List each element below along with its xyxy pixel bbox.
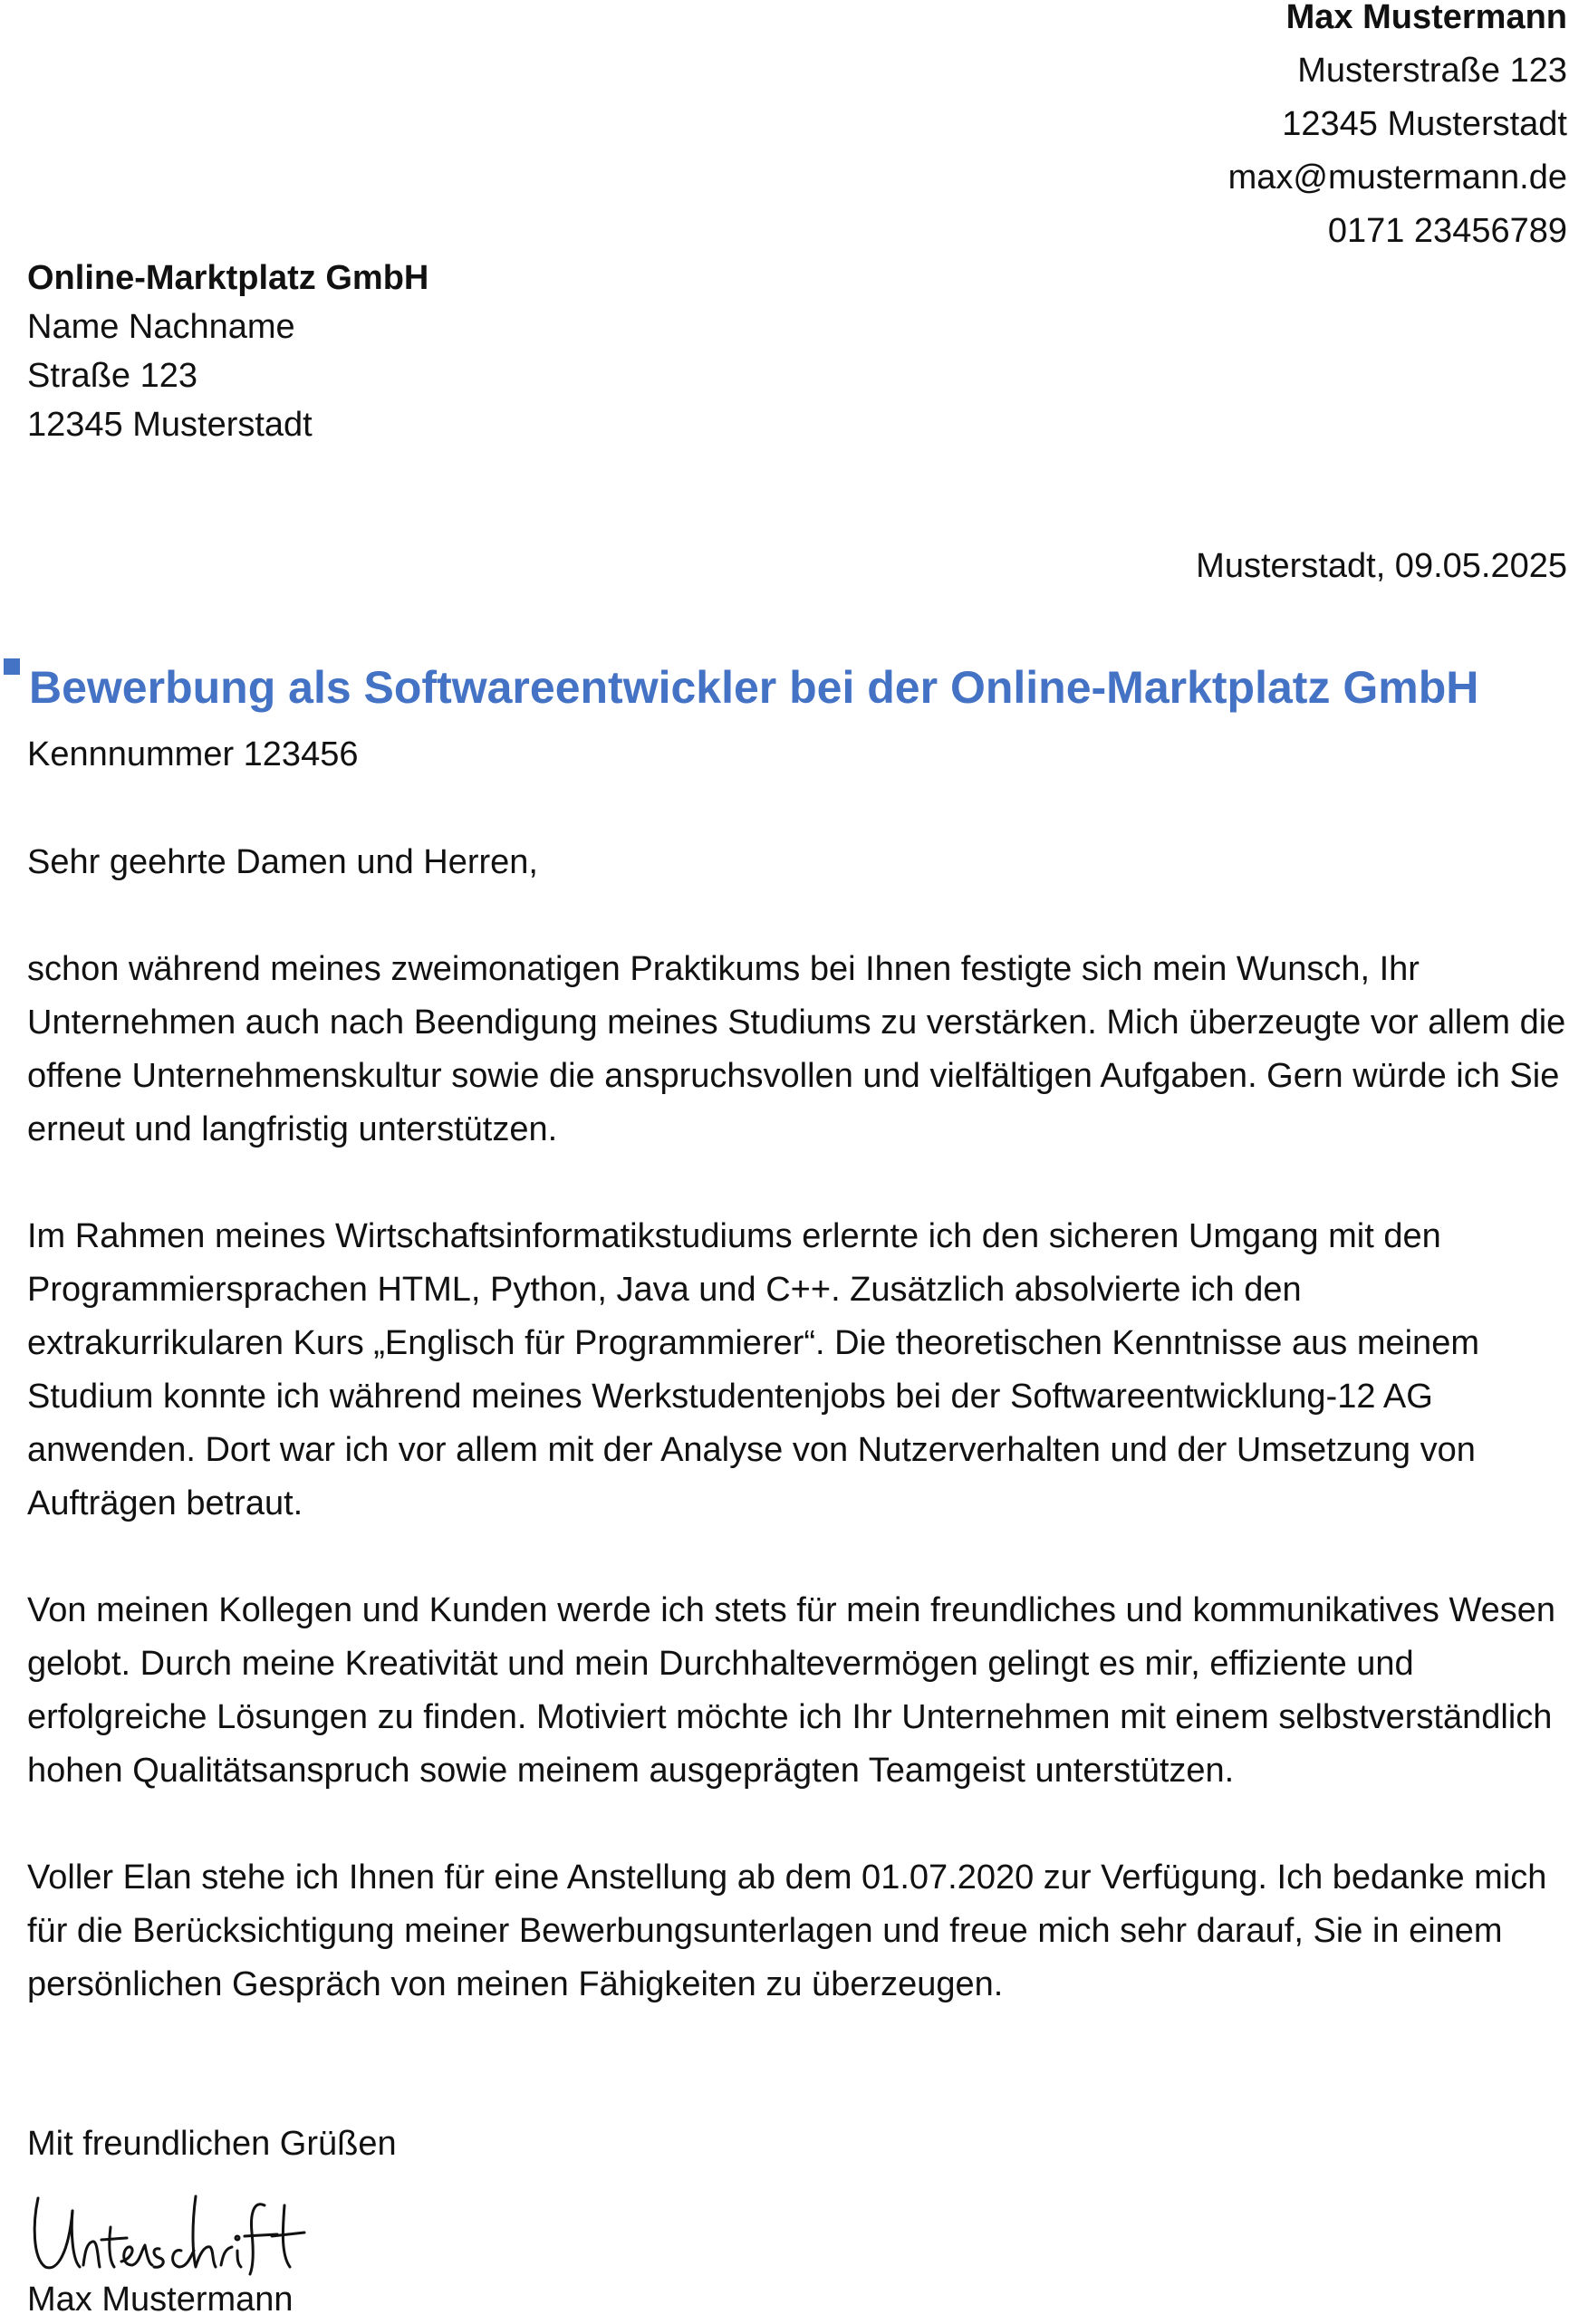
closing-phrase: Mit freundlichen Grüßen [27, 2125, 397, 2163]
body-paragraph: Im Rahmen meines Wirtschaftsinformatikstudiums erlernte ich den sicheren Umgang mit den Programmiersprachen HTML, Python, Java und C++. Zusätzlich absolvierte ich den extrakurrikularen Kurs „Englisch für Programmierer“. Die theoretischen Kenntnisse aus meinem Studium konnte ich während meines Werkstudentenjobs bei der Softwareentwicklung-12 AG anwenden. Dort war ich vor allem mit der Analyse von Nutzerverhalten und der Umsetzung von Aufträgen betraut. [27, 1217, 1479, 1522]
sender-address-block [1228, 0, 1567, 258]
recipient-contact: Name Nachname [27, 308, 295, 346]
recipient-address-block [27, 254, 428, 449]
sender-phone: 0171 23456789 [1327, 212, 1567, 250]
signer-name: Max Mustermann [27, 2281, 294, 2319]
salutation: Sehr geehrte Damen und Herren, [27, 843, 538, 881]
sender-name: Max Mustermann [1285, 0, 1567, 36]
recipient-street: Straße 123 [27, 357, 197, 395]
sender-email: max@mustermann.de [1227, 158, 1567, 197]
sender-street: Musterstraße 123 [1297, 52, 1567, 90]
sender-city: 12345 Musterstadt [1282, 105, 1567, 143]
recipient-company: Online-Marktplatz GmbH [27, 259, 429, 297]
recipient-city: 12345 Musterstadt [27, 406, 313, 444]
body-paragraph: Voller Elan stehe ich Ihnen für eine Anstellung ab dem 01.07.2020 zur Verfügung. Ich bedanke mich für die Berücksichtigung meiner Bewerbungsunterlagen und freue mich sehr darauf, Sie in einem persönlichen Gespräch von meinen Fähigkeiten zu überzeugen. [27, 1858, 1547, 2003]
letter-date: Musterstadt, 09.05.2025 [1196, 547, 1567, 585]
handwritten-signature [27, 2178, 317, 2278]
body-paragraph: Von meinen Kollegen und Kunden werde ich stets für mein freundliches und kommunikatives Wesen gelobt. Durch meine Kreativität und mein Durchhaltevermögen gelingt es mir, effiziente und erfolgreiche Lösungen zu finden. Motiviert möchte ich Ihr Unternehmen mit einem selbstverständlich hohen Qualitätsanspruch sowie meinem ausgeprägten Teamgeist unterstützen. [27, 1591, 1556, 1790]
reference-number: Kennnummer 123456 [27, 735, 359, 773]
letter-subject: Bewerbung als Softwareentwickler bei der Online-Marktplatz GmbH [29, 662, 1479, 713]
letter-body [27, 836, 1567, 2065]
heading-marker [4, 658, 20, 675]
body-paragraph: schon während meines zweimonatigen Praktikums bei Ihnen festigte sich mein Wunsch, Ihr Unternehmen auch nach Beendigung meines Studiums zu verstärken. Mich überzeugte vor allem die offene Unternehmenskultur sowie die anspruchsvollen und vielfältigen Aufgaben. Gern würde ich Sie erneut und langfristig unterstützen. [27, 950, 1566, 1148]
